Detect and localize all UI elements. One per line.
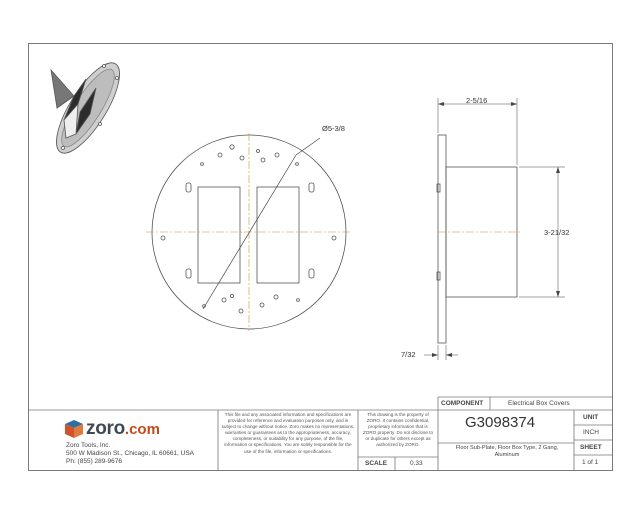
scale-value: 0.33 [410,460,423,467]
left-gang-opening [198,187,240,283]
zoro-logo-mark [65,420,83,438]
component-label: COMPONENT [441,400,484,407]
plate-edge [438,135,446,343]
zoro-logo [86,418,160,440]
logo-word: zoro [86,418,125,439]
diameter-dimension: Ø5-3/8 [322,124,345,133]
disclaimer-note: This file and any associated information and specifications are provided for reference and evaluation purposes only, and is subject to change without notice. Zoro makes no representations, warranties or guarantees as to the appropriateness, accuracy, completeness, or suitability for any purpose, of the file, information or specifications. You are solely responsible for the use of the file, information or specifications. [221,412,355,454]
depth-dimension: 2-5/16 [466,96,488,105]
part-description: Floor Sub-Plate, Floor Box Type, 2 Gang, Aluminum [455,445,559,458]
company-name: Zoro Tools, Inc. [66,442,111,449]
height-dimension: 3-21/32 [544,228,570,237]
isometric-view [45,54,131,161]
unit-value: INCH [583,429,599,436]
company-address: 500 W Madison St., Chicago, IL 60661, USA [66,450,195,457]
scale-label: SCALE [365,460,388,467]
unit-label: UNIT [583,414,599,421]
logo-tld: .com [124,420,160,438]
proprietary-note: This drawing is the property of ZORO. It contains confidential, proprietary information that is ZORO property. Do not disclose to or duplicate for others except as authorized by ZORO. [362,412,434,448]
company-phone: Ph: (855) 289-9676 [66,458,123,465]
right-gang-opening [257,187,299,283]
part-number: G3098374 [465,414,536,431]
thickness-dimension: 7/32 [401,350,416,359]
component-value: Electrical Box Covers [508,400,570,407]
sheet-value: 1 of 1 [582,459,599,466]
sheet-label: SHEET [580,444,602,451]
front-view [146,133,352,331]
